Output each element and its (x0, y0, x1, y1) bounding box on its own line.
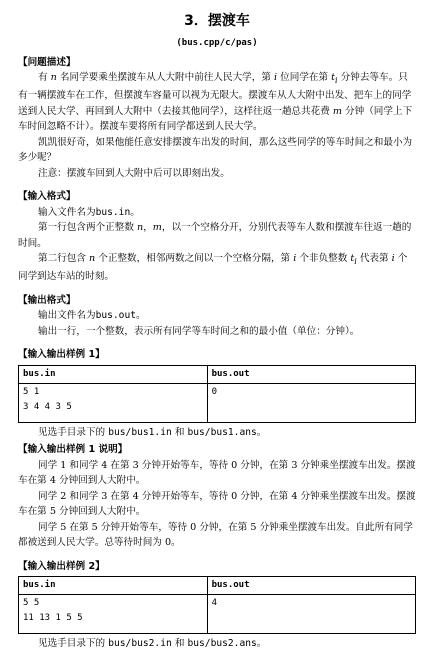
explain-line: 同学 5 在第 5 分钟开始等车，等待 0 分钟，在第 5 分钟乘坐摆渡车出发。自此所有同学都被送到人民大学。总等待时间为 0。 (18, 521, 413, 549)
sample-2-note: 见选手目录下的 bus/bus2.in 和 bus/bus2.ans。 (38, 637, 267, 649)
sample-2-input-cell (19, 594, 208, 633)
sample-2-table (18, 576, 416, 634)
section-heading-output: 【输出格式】 (18, 294, 76, 306)
sample-1-output-cell (207, 383, 415, 422)
sample-1-input-header: bus.in (19, 365, 208, 383)
problem-subtitle: (bus.cpp/c/pas) (176, 38, 258, 49)
input-line-2-desc: 第二行包含 n 个正整数，相邻两数之间以一个空格分隔，第 i 个非负整数 $t_i$ 代表第 i 个同学到达车站的时刻。 (18, 253, 408, 283)
explain-line: 同学 1 和同学 4 在第 3 分钟开始等车，等待 0 分钟，在第 3 分钟乘坐摆渡车出发。摆渡车在第 4 分钟回到人大附中。 (18, 459, 416, 487)
input-line-1-desc: 第一行包含两个正整数 n，m，以一个空格分开，分别代表等车人数和摆渡车往返一趟的时间。 (18, 222, 412, 249)
section-heading-sample-1: 【输入输出样例 1】 (18, 349, 105, 361)
sample-2-output-header: bus.out (207, 577, 415, 595)
output-filename-line: 输出文件名为bus.out。 (38, 310, 146, 322)
sample-1-output-header: bus.out (207, 365, 415, 383)
section-heading-sample-1-explain: 【输入输出样例 1 说明】 (18, 444, 128, 456)
sample-line: 5 1 (23, 386, 40, 397)
section-heading-sample-2: 【输入输出样例 2】 (18, 560, 105, 572)
section-heading-input: 【输入格式】 (18, 191, 76, 203)
section-heading-description: 【问题描述】 (18, 56, 76, 68)
sample-line: 11 13 1 5 5 (23, 613, 83, 624)
problem-title: 3．摆渡车 (184, 13, 250, 29)
input-filename-line: 输入文件名为bus.in。 (38, 206, 140, 218)
sample-2-output-cell (207, 594, 415, 633)
sample-line: 3 4 4 3 5 (23, 401, 72, 412)
sample-2-input-header: bus.in (19, 577, 208, 595)
description-paragraph-2: 凯凯很好奇，如果他能任意安排摆渡车出发的时间，那么这些同学的等车时间之和最小为多少呢？ (18, 136, 413, 164)
description-paragraph-1: 有 n 名同学要乘坐摆渡车从人大附中前往人民大学，第 i 位同学在第 $t_i$ 分钟去等车。只有一辆摆渡车在工作，但摆渡车容量可以视为无限大。摆渡车从人大附中出发、把车上的同学送到人民大学、再回到人大附中（去接其他同学），这样往返一趟总共花费 m 分钟（同学上下车时间忽略不计）。摆渡车要将所有同学都送到人民大学。 (18, 72, 413, 133)
output-desc: 输出一行，一个整数，表示所有同学等车时间之和的最小值（单位：分钟）。 (38, 325, 360, 337)
sample-1-table (18, 365, 416, 423)
sample-1-input-cell (19, 383, 208, 422)
sample-line: 5 5 (23, 597, 40, 608)
explain-line: 同学 2 和同学 3 在第 4 分钟开始等车，等待 0 分钟，在第 4 分钟乘坐摆渡车出发。摆渡车在第 5 分钟回到人大附中。 (18, 490, 416, 518)
description-note: 注意：摆渡车回到人大附中后可以即刻出发。 (38, 167, 230, 179)
sample-1-note: 见选手目录下的 bus/bus1.in 和 bus/bus1.ans。 (38, 426, 267, 438)
sample-line: 4 (211, 597, 217, 608)
sample-line: 0 (211, 386, 217, 397)
